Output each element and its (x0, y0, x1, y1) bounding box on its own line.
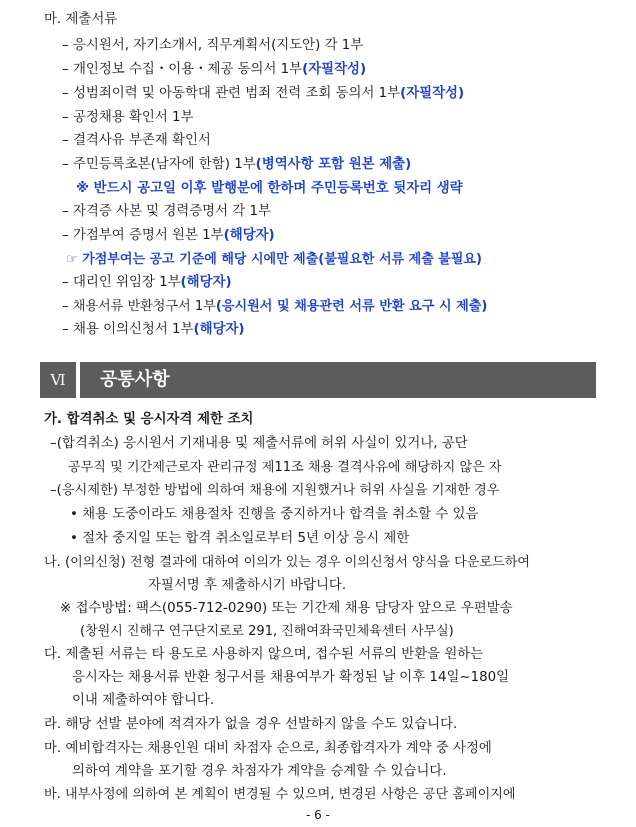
submit-item: – 성범죄이력 및 아동학대 관련 범죄 전력 조회 동의서 1부(자필작성) (62, 86, 465, 101)
submit-item: – 주민등록초본(남자에 한함) 1부(병역사항 포함 원본 제출) (62, 157, 412, 172)
submit-item: – 대리인 위임장 1부(해당자) (62, 275, 232, 290)
submit-note: ☞ 가점부여는 공고 기준에 해당 시에만 제출(불필요한 서류 제출 불필요) (66, 252, 482, 267)
section-number: Ⅵ (40, 362, 76, 398)
clause-text: –(응시제한) 부정한 방법에 의하여 채용에 지원했거나 허위 사실을 기재한 경우 (50, 483, 500, 498)
submit-item: – 결격사유 부존재 확인서 (62, 133, 211, 148)
clause-f: 바. 내부사정에 의하여 본 계획이 변경될 수 있으며, 변경된 사항은 공단 홈페이지에 (44, 787, 516, 802)
submit-item: – 공정채용 확인서 1부 (62, 110, 194, 125)
clause-bullet: • 채용 도중이라도 채용절차 진행을 중지하거나 합격을 취소할 수 있음 (70, 507, 479, 522)
submit-item: – 개인정보 수집・이용・제공 동의서 1부(자필작성) (62, 62, 367, 77)
submit-item: – 채용 이의신청서 1부(해당자) (62, 322, 245, 337)
clause-text: 공무직 및 기간제근로자 관리규정 제11조 채용 결격사유에 해당하지 않은 자 (68, 460, 502, 475)
page-number: - 6 - (306, 808, 330, 822)
submit-item: – 채용서류 반환청구서 1부(응시원서 및 채용관련 서류 반환 요구 시 제출) (62, 299, 488, 314)
section-header (40, 362, 596, 398)
clause-d: 라. 해당 선발 분야에 적격자가 없을 경우 선발하지 않을 수도 있습니다. (44, 717, 458, 732)
clause-e: 마. 예비합격자는 채용인원 대비 차점자 순으로, 최종합격자가 계약 중 사정에 (44, 741, 492, 756)
submit-item: – 응시원서, 자기소개서, 직무계획서(지도안) 각 1부 (62, 38, 364, 53)
clause-note: ※ 접수방법: 팩스(055-712-0290) 또는 기간제 채용 담당자 앞으로 우편발송 (60, 601, 513, 616)
clause-text: –(합격취소) 응시원서 기재내용 및 제출서류에 허위 사실이 있거나, 공단 (50, 436, 468, 451)
clause-b: 나. (이의신청) 전형 결과에 대하여 이의가 있는 경우 이의신청서 양식을 다운로드하여 (44, 555, 531, 570)
clause-text: 응시자는 채용서류 반환 청구서를 채용여부가 확정된 날 이후 14일~180일 (72, 670, 510, 685)
clause-text: 자필서명 후 제출하시기 바랍니다. (148, 578, 347, 593)
clause-a-heading: 가. 합격취소 및 응시자격 제한 조치 (44, 412, 254, 427)
clause-c: 다. 제출된 서류는 타 용도로 사용하지 않으며, 접수된 서류의 반환을 원하는 (44, 647, 484, 662)
clause-bullet: • 절차 중지일 또는 합격 취소일로부터 5년 이상 응시 제한 (70, 531, 410, 546)
submit-item: – 자격증 사본 및 경력증명서 각 1부 (62, 204, 271, 219)
clause-note: (창원시 진해구 연구단지로로 291, 진해여좌국민체육센터 사무실) (80, 624, 454, 639)
submit-heading: 마. 제출서류 (44, 12, 118, 27)
clause-text: 이내 제출하여야 합니다. (72, 693, 215, 708)
section-title: 공통사항 (80, 362, 596, 398)
submit-item: – 가점부여 증명서 원본 1부(해당자) (62, 228, 275, 243)
submit-note: ※ 반드시 공고일 이후 발행분에 한하며 주민등록번호 뒷자리 생략 (76, 181, 463, 196)
clause-text: 의하여 계약을 포기할 경우 차점자가 계약을 승계할 수 있습니다. (72, 764, 447, 779)
